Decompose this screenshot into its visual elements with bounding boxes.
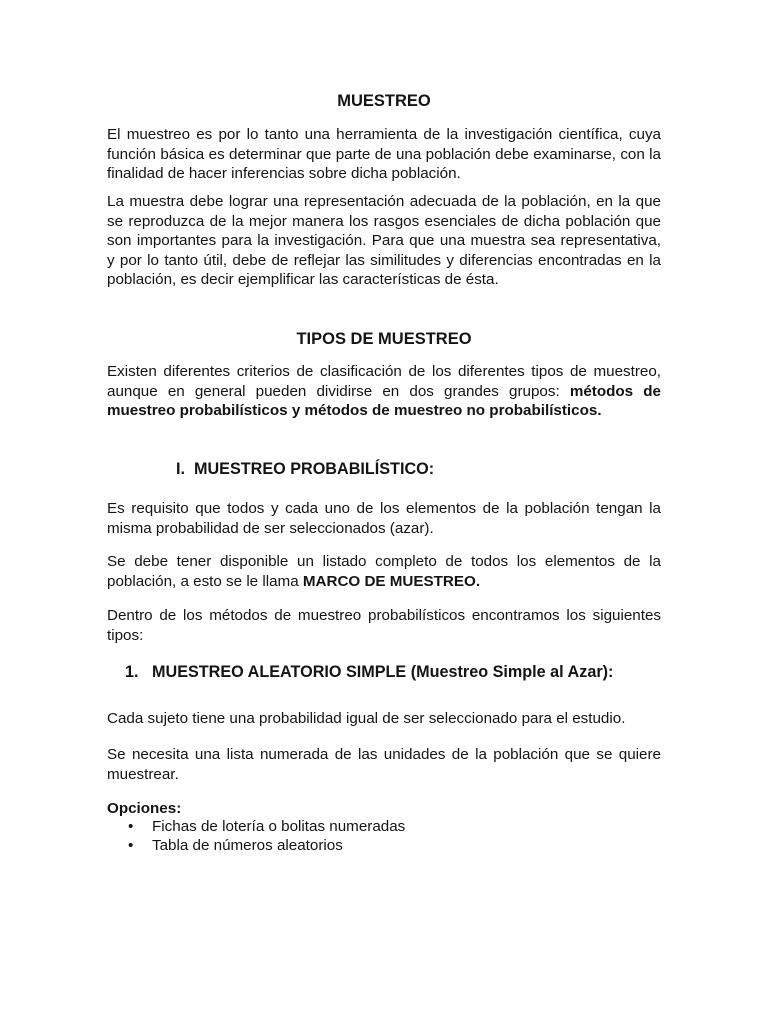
bullet-icon: • — [128, 836, 134, 854]
list-item — [107, 837, 661, 856]
option-text: Fichas de lotería o bolitas numeradas — [152, 818, 406, 835]
marco-muestreo-bold: MARCO DE MUESTREO. — [302, 572, 481, 590]
intro-paragraph-2: La muestra debe lograr una representación adecuada de la población, en la que se reproduzca de la mejor manera los rasgos esenciales de dicha población que son importantes para la investigación. Para que una muestra sea representativa, y por lo tanto útil, debe de reflejar las similitudes y diferencias encontradas en la población, es decir ejemplificar las características de ésta. — [107, 193, 661, 288]
section-number: I. — [176, 460, 185, 478]
section1-paragraph-3: Dentro de los métodos de muestreo probabilísticos encontramos los siguientes tipos: — [107, 607, 661, 644]
section1-paragraph-2-text: Se debe tener disponible un listado completo de todos los elementos de la población, a esto se le llama — [107, 553, 661, 590]
subsection-paragraph-2: Se necesita una lista numerada de las unidades de la población que se quiere muestrear. — [107, 746, 661, 783]
subsection-paragraph-1: Cada sujeto tiene una probabilidad igual de ser seleccionado para el estudio. — [107, 710, 626, 727]
option-text: Tabla de números aleatorios — [152, 836, 343, 854]
tipos-title: TIPOS DE MUESTREO — [296, 330, 472, 348]
list-item — [107, 818, 661, 837]
subsection-number: 1. — [125, 663, 139, 681]
subsection-heading-text: MUESTREO ALEATORIO SIMPLE (Muestreo Simple al Azar): — [152, 663, 614, 681]
options-label: Opciones: — [107, 800, 182, 817]
options-list — [107, 818, 661, 855]
section1-paragraph-2 — [107, 552, 661, 591]
tipos-paragraph-bold: métodos de muestreo probabilísticos y métodos de muestreo no probabilísticos. — [107, 382, 661, 419]
subsection-heading-aleatorio-simple — [125, 662, 613, 682]
section-heading-text: MUESTREO PROBABILÍSTICO: — [194, 460, 435, 478]
page-title: MUESTREO — [337, 92, 431, 110]
tipos-paragraph-text: Existen diferentes criterios de clasificación de los diferentes tipos de muestreo, aunque en general pueden dividirse en dos grandes grupos: — [107, 363, 661, 400]
tipos-paragraph — [107, 362, 661, 421]
bullet-icon: • — [128, 818, 134, 835]
intro-paragraph-1: El muestreo es por lo tanto una herramienta de la investigación científica, cuya función básica es determinar que parte de una población debe examinarse, con la finalidad de hacer inferencias sobre dicha población. — [107, 126, 661, 182]
section1-paragraph-1: Es requisito que todos y cada uno de los elementos de la población tengan la misma probabilidad de ser seleccionados (azar). — [107, 500, 661, 537]
section-heading-probabilistico — [176, 459, 434, 479]
